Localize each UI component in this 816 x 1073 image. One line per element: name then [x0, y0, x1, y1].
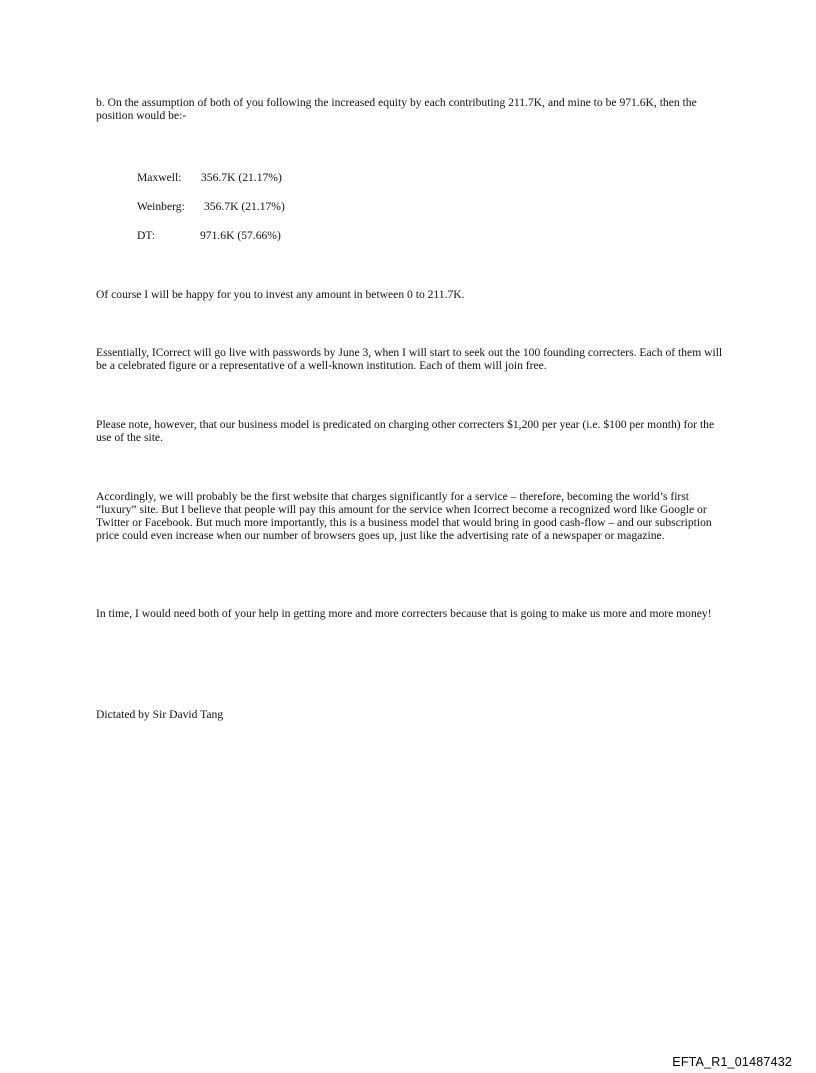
holder-name: Maxwell: [137, 171, 182, 184]
holding-amount: 356.7K (21.17%) [204, 200, 285, 213]
intro-paragraph: b. On the assumption of both of you following the increased equity by each contributing 211.7K, and mine to be 971.6K, then the position would be:- [96, 96, 697, 122]
holding-row-dt [137, 229, 281, 242]
body-paragraph-launch: Essentially, ICorrect will go live with passwords by June 3, when I will start to seek out the 100 founding correcters. Each of them will be a celebrated figure or a representative of a well-known institution. Each of them will join free. [96, 346, 723, 372]
body-paragraph-investment-range: Of course I will be happy for you to invest any amount in between 0 to 211.7K. [96, 288, 465, 301]
body-paragraph-help-request: In time, I would need both of your help in getting more and more correcters because that is going to make us more and more money! [96, 607, 712, 620]
document-id-stamp: EFTA_R1_01487432 [672, 1055, 792, 1069]
holding-amount: 356.7K (21.17%) [201, 171, 282, 184]
holder-name: DT: [137, 229, 156, 242]
signoff-line: Dictated by Sir David Tang [96, 708, 224, 721]
body-paragraph-luxury-site: Accordingly, we will probably be the first website that charges significantly for a service – therefore, becoming the world’s first “luxury” site. But I believe that people will pay this amount for the service when Icorrect become a recognized word like Google or Twitter or Facebook. But much more importantly, this is a business model that would bring in good cash-flow – and our subscription price could even increase when our number of browsers goes up, just like the advertising rate of a newspaper or magazine. [96, 490, 712, 542]
body-paragraph-business-model: Please note, however, that our business model is predicated on charging other correcters $1,200 per year (i.e. $100 per month) for the use of the site. [96, 418, 715, 444]
holding-amount: 971.6K (57.66%) [200, 229, 281, 242]
holder-name: Weinberg: [137, 200, 185, 213]
holding-row-maxwell [137, 171, 282, 184]
holding-row-weinberg [137, 200, 285, 213]
